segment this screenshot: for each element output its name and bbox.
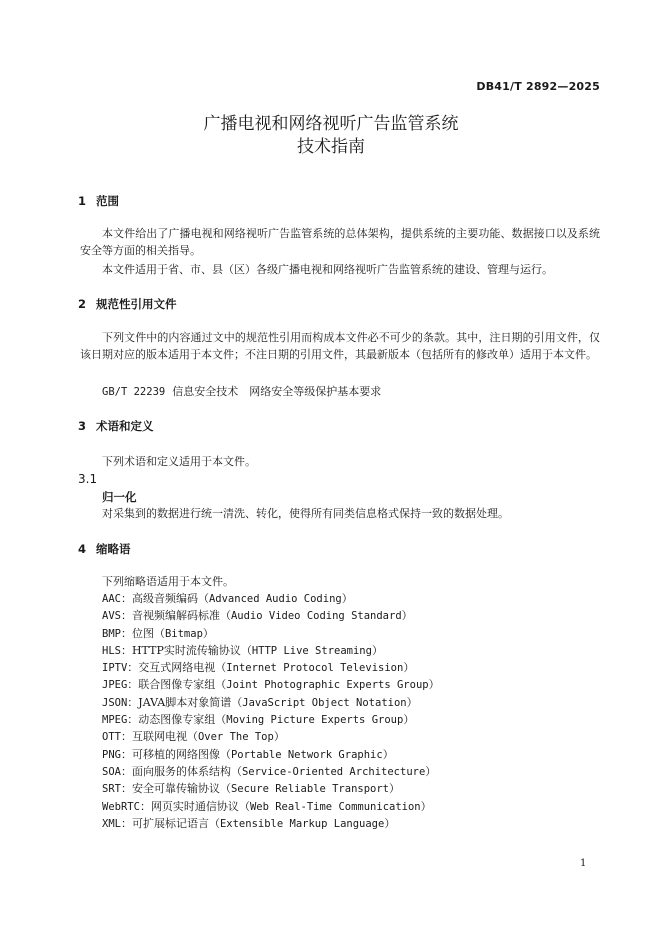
abbr-english: Portable Network Graphic	[230, 748, 383, 761]
abbreviation-item: OTT：互联网电视（Over The Top）	[102, 730, 285, 744]
abbr-code: SOA	[102, 765, 121, 778]
abbreviation-item: SRT：安全可靠传输协议（Secure Reliable Transport）	[102, 782, 401, 796]
abbreviation-item: HLS：HTTP实时流传输协议（HTTP Live Streaming）	[102, 643, 383, 657]
section-number: 1	[78, 194, 87, 208]
section-2-heading	[78, 296, 177, 312]
abbr-english: Internet Protocol Television	[226, 662, 404, 675]
abbreviation-item: XML：可扩展标记语言（Extensible Markup Language）	[102, 816, 396, 830]
abbr-code: AVS	[102, 610, 121, 623]
abbr-chinese: 高级音频编码	[131, 592, 198, 605]
term-name: 归一化	[102, 490, 137, 504]
abbr-code: JPEG	[102, 679, 128, 692]
abbr-code: OTT	[102, 731, 121, 744]
abbr-english: JavaScript Object Notation	[242, 696, 407, 709]
abbr-code: BMP	[102, 627, 121, 640]
abbr-code: IPTV	[102, 662, 128, 675]
abbreviation-item: AVS：音视频编解码标准（Audio Video Coding Standard）	[102, 609, 413, 623]
section-title: 缩略语	[96, 542, 131, 556]
abbreviations-list	[102, 590, 440, 832]
abbr-english: Web Real-Time Communication	[249, 800, 421, 813]
abbr-chinese: 可扩展标记语言	[131, 816, 209, 830]
section-3-heading	[78, 418, 154, 434]
section-4-heading	[78, 541, 131, 557]
abbr-english: Joint Photographic Experts Group	[226, 679, 429, 692]
abbreviation-item: WebRTC：网页实时通信协议（Web Real-Time Communication）	[102, 799, 432, 813]
abbr-english: Moving Picture Experts Group	[226, 714, 404, 727]
abbr-english: Service-Oriented Architecture	[241, 765, 426, 778]
section-1-heading	[78, 193, 119, 209]
section-title: 规范性引用文件	[96, 297, 177, 311]
abbreviation-item: JPEG：联合图像专家组（Joint Photographic Experts Group）	[102, 678, 440, 692]
abbr-chinese: 可移植的网络图像	[131, 747, 220, 761]
normative-references-paragraph: 下列文件中的内容通过文中的规范性引用而构成本文件必不可少的条款。其中，注日期的引用文件，仅该日期对应的版本适用于本文件；不注日期的引用文件，其最新版本（包括所有的修改单）适用于本文件。	[80, 331, 600, 362]
document-subtitle: 技术指南	[297, 137, 365, 157]
document-title: 广播电视和网络视听广告监管系统	[203, 114, 459, 134]
abbr-english: Extensible Markup Language	[219, 817, 385, 830]
reference-title: 信息安全技术 网络安全等级保护基本要求	[172, 385, 382, 398]
term-number: 3.1	[78, 472, 98, 486]
terms-intro: 下列术语和定义适用于本文件。	[102, 455, 256, 468]
abbreviation-item: IPTV：交互式网络电视（Internet Protocol Television）	[102, 661, 415, 675]
abbreviation-item: PNG：可移植的网络图像（Portable Network Graphic）	[102, 747, 394, 761]
abbr-code: JSON	[102, 696, 128, 709]
abbr-code: XML	[102, 817, 121, 830]
abbr-english: Advanced Audio Coding	[208, 593, 342, 605]
page-number: 1	[580, 858, 587, 869]
abbr-code: AAC	[102, 593, 121, 605]
abbr-chinese: 联合图像专家组	[138, 678, 216, 692]
term-definition: 对采集到的数据进行统一清洗、转化，使得所有同类信息格式保持一致的数据处理。	[102, 507, 509, 520]
abbr-chinese: 面向服务的体系结构	[131, 764, 231, 778]
reference-code: GB/T 22239	[102, 386, 166, 398]
section-number: 2	[78, 297, 87, 311]
abbr-chinese: HTTP实时流传输协议	[131, 643, 241, 657]
abbreviation-item: SOA：面向服务的体系结构（Service-Oriented Architecture）	[102, 764, 437, 778]
section-title: 范围	[96, 194, 119, 208]
scope-paragraph-2: 本文件适用于省、市、县（区）各级广播电视和网络视听广告监管系统的建设、管理与运行。	[102, 263, 553, 276]
abbreviation-item: MPEG：动态图像专家组（Moving Picture Experts Group）	[102, 713, 415, 727]
standard-code: DB41/T 2892—2025	[476, 80, 600, 93]
abbreviation-item: BMP：位图（Bitmap）	[102, 626, 214, 640]
abbr-chinese: 音视频编解码标准	[131, 609, 220, 623]
section-number: 3	[78, 419, 87, 433]
abbr-english: Bitmap	[164, 627, 203, 640]
abbr-code: HLS	[102, 644, 121, 657]
section-number: 4	[78, 542, 87, 556]
abbr-chinese: 安全可靠传输协议	[131, 782, 220, 796]
abbr-chinese: 互联网电视	[131, 730, 187, 744]
abbr-code: MPEG	[102, 714, 128, 727]
scope-paragraph-1: 本文件给出了广播电视和网络视听广告监管系统的总体架构，提供系统的主要功能、数据接口以及系统安全等方面的相关指导。	[80, 227, 600, 258]
abbr-english: Audio Video Coding Standard	[230, 610, 402, 623]
abbr-chinese: 动态图像专家组	[138, 713, 216, 727]
abbreviations-intro: 下列缩略语适用于本文件。	[102, 575, 234, 588]
abbr-code: WebRTC	[102, 800, 140, 813]
reference-item	[102, 383, 381, 399]
section-title: 术语和定义	[96, 419, 154, 433]
abbr-chinese: 位图	[131, 626, 154, 640]
abbr-chinese: JAVA脚本对象简谱	[138, 695, 232, 709]
abbr-english: Over The Top	[197, 731, 274, 744]
abbr-chinese: 网页实时通信协议	[150, 799, 239, 813]
abbr-code: PNG	[102, 748, 121, 761]
abbr-english: HTTP Live Streaming	[251, 644, 372, 657]
abbr-chinese: 交互式网络电视	[138, 661, 216, 675]
abbr-english: Secure Reliable Transport	[230, 783, 390, 796]
abbr-code: SRT	[102, 783, 121, 796]
abbreviation-item: AAC：高级音频编码（Advanced Audio Coding）	[102, 592, 353, 605]
abbreviation-item: JSON：JAVA脚本对象简谱（JavaScript Object Notation）	[102, 695, 418, 709]
